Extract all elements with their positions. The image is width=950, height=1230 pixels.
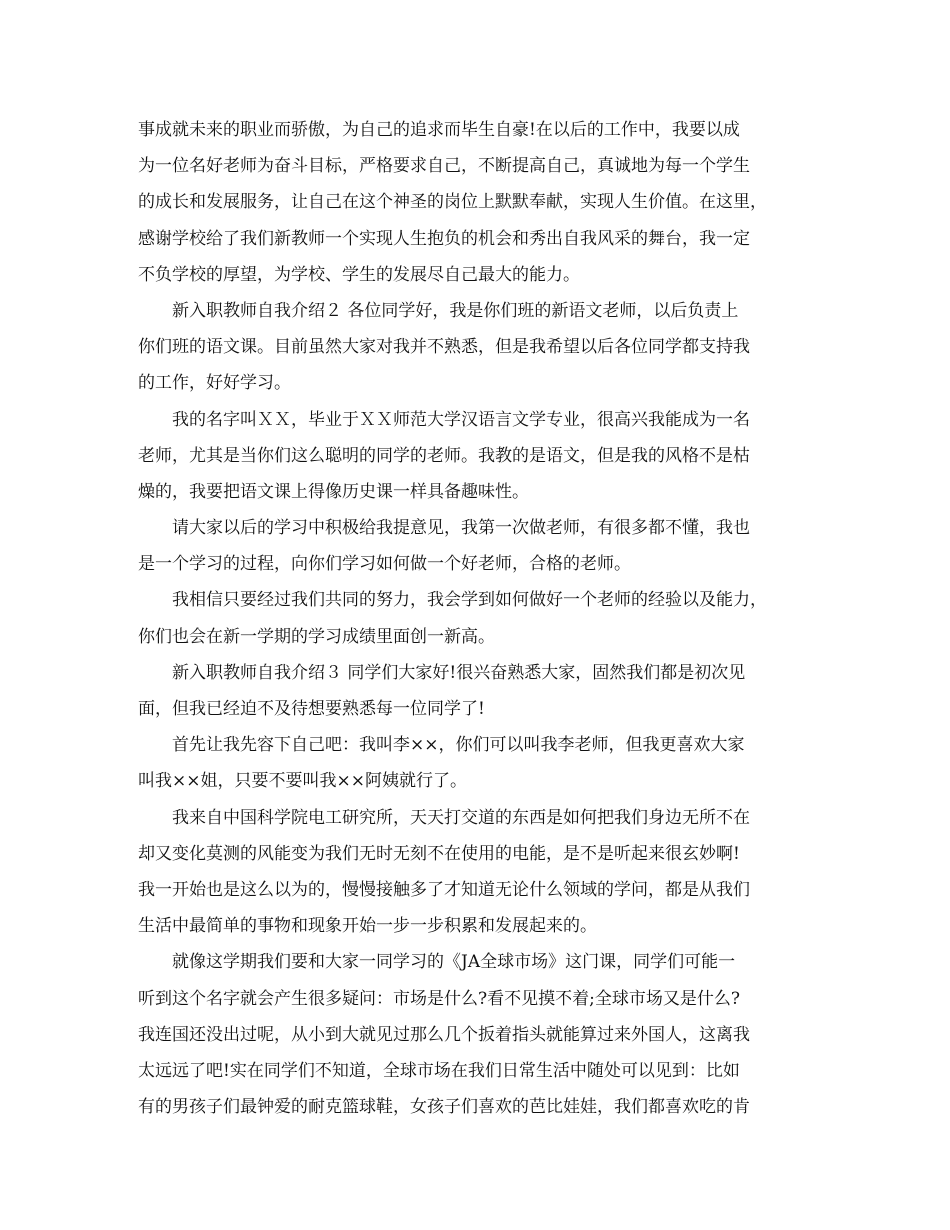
text-line: 生活中最简单的事物和现象开始一步一步积累和发展起来的。 [138,916,597,937]
text-line: 老师，尤其是当你们这么聪明的同学的老师。我教的是语文，但是我的风格不是枯 [138,445,750,466]
text-line: 我连国还没出过呢，从小到大就见过那么几个扳着指头就能算过来外国人，这离我 [138,1024,750,1045]
text-line: 感谢学校给了我们新教师一个实现人生抱负的机会和秀出自我风采的舞台，我一定 [138,228,750,249]
text-line: 叫我××姐，只要不要叫我××阿姨就行了。 [138,771,467,792]
text-line: 为一位名好老师为奋斗目标，严格要求自己，不断提高自己，真诚地为每一个学生 [138,156,750,177]
text-line: 却又变化莫测的风能变为我们无时无刻不在使用的电能，是不是听起来很玄妙啊! [138,843,740,864]
text-line: 你们也会在新一学期的学习成绩里面创一新高。 [138,626,495,647]
text-line: 新入职教师自我介绍３ 同学们大家好!很兴奋熟悉大家，固然我们都是初次见 [138,662,746,683]
document-body [138,112,823,1125]
text-line: 首先让我先容下自己吧：我叫李××，你们可以叫我李老师，但我更喜欢大家 [138,735,745,756]
text-line: 不负学校的厚望，为学校、学生的发展尽自己最大的能力。 [138,264,580,285]
text-line: 面，但我已经迫不及待想要熟悉每一位同学了! [138,699,485,719]
text-line: 的成长和发展服务，让自己在这个神圣的岗位上默默奉献，实现人生价值。在这里， [138,192,767,213]
text-line: 事成就未来的职业而骄傲，为自己的追求而毕生自豪!在以后的工作中，我要以成 [138,120,740,140]
text-line: 太远远了吧!实在同学们不知道，全球市场在我们日常生活中随处可以见到：比如 [138,1060,740,1081]
text-line: 听到这个名字就会产生很多疑问：市场是什么?看不见摸不着;全球市场又是什么? [138,988,740,1009]
text-line: 我来自中国科学院电工研究所，天天打交道的东西是如何把我们身边无所不在 [138,807,750,828]
text-line: 的工作，好好学习。 [138,373,291,394]
text-line: 燥的，我要把语文课上得像历史课一样具备趣味性。 [138,481,529,502]
text-line: 我一开始也是这么以为的，慢慢接触多了才知道无论什么领域的学问，都是从我们 [138,879,750,900]
text-line: 我相信只要经过我们共同的努力，我会学到如何做好一个老师的经验以及能力， [138,590,767,611]
text-line: 我的名字叫ＸＸ，毕业于ＸＸ师范大学汉语言文学专业，很高兴我能成为一名 [138,409,750,430]
text-line: 有的男孩子们最钟爱的耐克篮球鞋，女孩子们喜欢的芭比娃娃，我们都喜欢吃的肯 [138,1097,750,1118]
text-line: 就像这学期我们要和大家一同学习的《JA全球市场》这门课，同学们可能一 [138,952,736,973]
text-line: 请大家以后的学习中积极给我提意见，我第一次做老师，有很多都不懂，我也 [138,518,750,539]
text-line: 你们班的语文课。目前虽然大家对我并不熟悉，但是我希望以后各位同学都支持我 [138,337,750,358]
text-line: 新入职教师自我介绍２ 各位同学好，我是你们班的新语文老师，以后负责上 [138,300,739,321]
text-line: 是一个学习的过程，向你们学习如何做一个好老师，合格的老师。 [138,554,631,575]
